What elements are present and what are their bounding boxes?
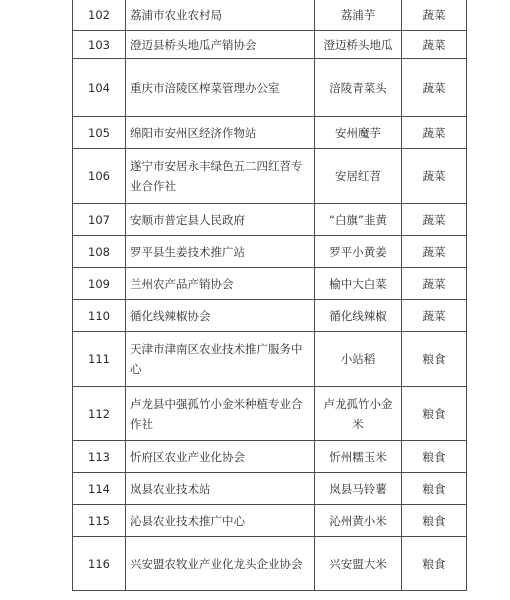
applicant-unit: 重庆市涪陵区榨菜管理办公室 (126, 59, 315, 117)
product-category: 蔬菜 (402, 149, 467, 204)
product-name: 沁州黄小米 (315, 505, 402, 537)
row-number: 111 (73, 332, 126, 387)
product-category: 蔬菜 (402, 31, 467, 59)
product-category: 粮食 (402, 473, 467, 505)
product-name: 榆中大白菜 (315, 268, 402, 300)
row-number: 113 (73, 441, 126, 473)
row-number: 108 (73, 236, 126, 268)
applicant-unit: 安顺市普定县人民政府 (126, 204, 315, 236)
applicant-unit: 澄迈县桥头地瓜产销协会 (126, 31, 315, 59)
product-name: 涪陵青菜头 (315, 59, 402, 117)
row-number: 107 (73, 204, 126, 236)
table-row (73, 0, 467, 31)
product-category: 粮食 (402, 387, 467, 441)
row-number: 103 (73, 31, 126, 59)
applicant-unit: 荔浦市农业农村局 (126, 0, 315, 31)
applicant-unit: 沁县农业技术推广中心 (126, 505, 315, 537)
applicant-unit: 岚县农业技术站 (126, 473, 315, 505)
product-registry-table (72, 0, 467, 591)
table-body (73, 0, 467, 591)
table-row (73, 236, 467, 268)
table-row (73, 332, 467, 387)
applicant-unit: 天津市津南区农业技术推广服务中心 (126, 332, 315, 387)
applicant-unit: 卢龙县中强孤竹小金米种植专业合作社 (126, 387, 315, 441)
table-row (73, 473, 467, 505)
table-row (73, 268, 467, 300)
applicant-unit: 遂宁市安居永丰绿色五二四红苕专业合作社 (126, 149, 315, 204)
product-name: 澄迈桥头地瓜 (315, 31, 402, 59)
table-row (73, 204, 467, 236)
applicant-unit: 绵阳市安州区经济作物站 (126, 117, 315, 149)
product-category: 蔬菜 (402, 117, 467, 149)
product-category: 粮食 (402, 441, 467, 473)
product-category: 蔬菜 (402, 204, 467, 236)
row-number: 106 (73, 149, 126, 204)
row-number: 114 (73, 473, 126, 505)
product-name: 卢龙孤竹小金米 (315, 387, 402, 441)
product-name: 安居红苕 (315, 149, 402, 204)
product-category: 粮食 (402, 537, 467, 591)
product-category: 蔬菜 (402, 300, 467, 332)
applicant-unit: 忻府区农业产业化协会 (126, 441, 315, 473)
table-row (73, 441, 467, 473)
table-row (73, 537, 467, 591)
row-number: 102 (73, 0, 126, 31)
product-category: 蔬菜 (402, 268, 467, 300)
product-name: 荔浦芋 (315, 0, 402, 31)
applicant-unit: 兴安盟农牧业产业化龙头企业协会 (126, 537, 315, 591)
product-name: 岚县马铃薯 (315, 473, 402, 505)
product-category: 粮食 (402, 505, 467, 537)
table-row (73, 117, 467, 149)
product-category: 蔬菜 (402, 236, 467, 268)
row-number: 115 (73, 505, 126, 537)
table-row (73, 505, 467, 537)
row-number: 112 (73, 387, 126, 441)
product-name: 忻州糯玉米 (315, 441, 402, 473)
product-category: 粮食 (402, 332, 467, 387)
product-name: 小站稻 (315, 332, 402, 387)
row-number: 110 (73, 300, 126, 332)
table-row (73, 300, 467, 332)
table-row (73, 387, 467, 441)
product-category: 蔬菜 (402, 0, 467, 31)
table-row (73, 31, 467, 59)
product-name: “白旗”韭黄 (315, 204, 402, 236)
table-row (73, 59, 467, 117)
applicant-unit: 罗平县生姜技术推广站 (126, 236, 315, 268)
row-number: 116 (73, 537, 126, 591)
applicant-unit: 兰州农产品产销协会 (126, 268, 315, 300)
table-row (73, 149, 467, 204)
product-name: 安州魔芋 (315, 117, 402, 149)
row-number: 109 (73, 268, 126, 300)
applicant-unit: 循化线辣椒协会 (126, 300, 315, 332)
product-name: 兴安盟大米 (315, 537, 402, 591)
row-number: 104 (73, 59, 126, 117)
row-number: 105 (73, 117, 126, 149)
product-category: 蔬菜 (402, 59, 467, 117)
product-name: 罗平小黄姜 (315, 236, 402, 268)
product-name: 循化线辣椒 (315, 300, 402, 332)
